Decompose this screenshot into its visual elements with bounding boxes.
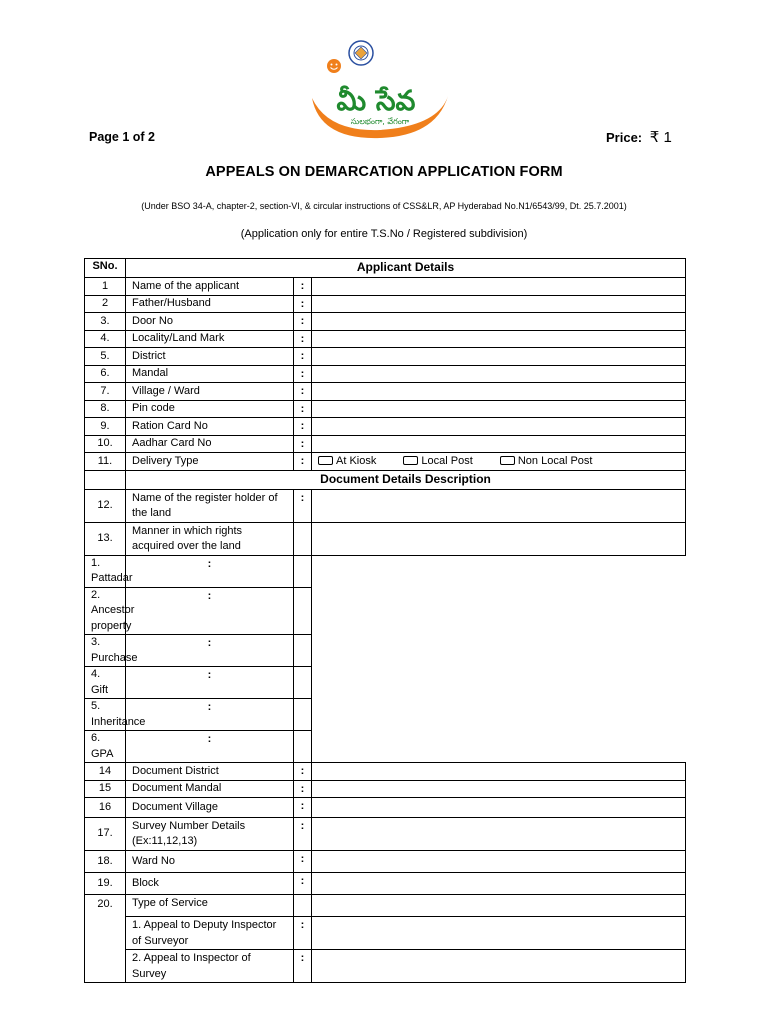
row-label: Survey Number Details (Ex:11,12,13) (126, 818, 294, 851)
page-number: Page 1 of 2 (89, 130, 155, 144)
table-header-row (85, 259, 686, 278)
colon: : (294, 780, 312, 798)
input-field[interactable] (312, 330, 686, 348)
applicant-row (85, 330, 686, 348)
form-subtitle: (Under BSO 34-A, chapter-2, section-VI, & circular instructions of CSS&LR, AP Hyderabad No.N1/6543/99, Dt. 25.7.2001) (141, 201, 627, 211)
row-label: 1. Pattadar (85, 555, 126, 587)
colon: : (126, 587, 294, 635)
service-option-row (85, 950, 686, 983)
register-holder-row (85, 489, 686, 522)
sno-header: SNo. (85, 259, 126, 278)
row-label: Name of the applicant (126, 278, 294, 296)
row-label: 1. Appeal to Deputy Inspector of Surveyor (126, 917, 294, 950)
sno-cell: 7. (85, 383, 126, 401)
sno-cell: 15 (85, 780, 126, 798)
empty-cell (312, 895, 686, 917)
input-field[interactable] (312, 798, 686, 818)
checkbox-icon[interactable] (500, 456, 515, 465)
row-label: Aadhar Card No (126, 435, 294, 453)
row-label: 3. Purchase (85, 635, 126, 667)
colon: : (126, 555, 294, 587)
form-note: (Application only for entire T.S.No / Registered subdivision) (240, 228, 528, 240)
input-field[interactable] (312, 313, 686, 331)
type-of-service-row (85, 895, 686, 917)
delivery-options (312, 453, 686, 471)
row-label: Village / Ward (126, 383, 294, 401)
colon: : (294, 453, 312, 471)
service-option-row (85, 917, 686, 950)
block-field[interactable] (312, 873, 686, 895)
form-title: APPEALS ON DEMARCATION APPLICATION FORM (205, 164, 563, 180)
row-label: Block (126, 873, 294, 895)
input-field[interactable] (312, 295, 686, 313)
price-value: ₹ 1 (649, 129, 672, 146)
colon: : (294, 418, 312, 436)
input-field[interactable] (312, 763, 686, 781)
row-label: Manner in which rights acquired over the land (126, 522, 294, 555)
colon: : (294, 313, 312, 331)
survey-number-row (85, 818, 686, 851)
row-label: Type of Service (126, 895, 294, 917)
service-option-field[interactable] (312, 950, 686, 983)
applicant-row (85, 295, 686, 313)
row-label: 2. Ancestor property (85, 587, 126, 635)
sno-cell: 10. (85, 435, 126, 453)
sno-cell: 18. (85, 851, 126, 873)
row-label: Mandal (126, 365, 294, 383)
applicant-row (85, 313, 686, 331)
delivery-type-row (85, 453, 686, 471)
sno-cell: 3. (85, 313, 126, 331)
ward-no-row (85, 851, 686, 873)
price (606, 128, 672, 146)
colon: : (126, 667, 294, 699)
applicant-row (85, 383, 686, 401)
rights-option-row (85, 635, 686, 667)
sno-cell: 16 (85, 798, 126, 818)
colon: : (126, 731, 294, 763)
sno-cell: 9. (85, 418, 126, 436)
row-label: 2. Appeal to Inspector of Survey (126, 950, 294, 983)
colon: : (294, 400, 312, 418)
input-field[interactable] (312, 348, 686, 366)
colon: : (294, 330, 312, 348)
row-label: Father/Husband (126, 295, 294, 313)
empty-cell (312, 522, 686, 555)
sno-cell: 8. (85, 400, 126, 418)
document-header-row (85, 470, 686, 489)
ward-no-field[interactable] (312, 851, 686, 873)
applicant-row (85, 400, 686, 418)
input-field[interactable] (312, 365, 686, 383)
document-details-header: Document Details Description (126, 470, 686, 489)
document-row (85, 763, 686, 781)
mee-seva-logo (300, 38, 460, 146)
input-field[interactable] (312, 278, 686, 296)
input-field[interactable] (312, 435, 686, 453)
colon: : (294, 818, 312, 851)
rights-option-row (85, 699, 686, 731)
sno-cell: 6. (85, 365, 126, 383)
colon: : (294, 763, 312, 781)
svg-text:సులభంగా, వేగంగా: సులభంగా, వేగంగా (350, 117, 410, 126)
empty-cell (85, 470, 126, 489)
applicant-row (85, 418, 686, 436)
applicant-row (85, 278, 686, 296)
document-row (85, 798, 686, 818)
sno-cell: 20. (85, 895, 126, 983)
svg-text:మీ సేవ: మీ సేవ (336, 84, 416, 117)
row-label: Ration Card No (126, 418, 294, 436)
row-label: Pin code (126, 400, 294, 418)
input-field[interactable] (294, 731, 312, 763)
input-field[interactable] (294, 635, 312, 667)
sno-cell: 5. (85, 348, 126, 366)
rights-option-row (85, 731, 686, 763)
row-label: Door No (126, 313, 294, 331)
input-field[interactable] (312, 400, 686, 418)
block-row (85, 873, 686, 895)
applicant-row (85, 365, 686, 383)
input-field[interactable] (294, 555, 312, 587)
input-field[interactable] (294, 587, 312, 635)
input-field[interactable] (312, 780, 686, 798)
row-label: 5. Inheritance (85, 699, 126, 731)
row-label: District (126, 348, 294, 366)
row-label: Document Mandal (126, 780, 294, 798)
row-label: Document District (126, 763, 294, 781)
colon: : (294, 950, 312, 983)
input-field[interactable] (312, 383, 686, 401)
empty-cell (294, 522, 312, 555)
price-label: Price: (606, 130, 643, 145)
colon: : (294, 278, 312, 296)
checkbox-icon[interactable] (403, 456, 418, 465)
applicant-details-header: Applicant Details (126, 259, 686, 278)
row-label: Delivery Type (126, 453, 294, 471)
delivery-option-kiosk[interactable]: At Kiosk (318, 454, 376, 470)
row-label: 6. GPA (85, 731, 126, 763)
colon: : (294, 851, 312, 873)
colon: : (294, 798, 312, 818)
colon: : (294, 873, 312, 895)
service-option-field[interactable] (312, 917, 686, 950)
colon: : (294, 435, 312, 453)
sno-cell: 11. (85, 453, 126, 471)
applicant-row (85, 435, 686, 453)
sno-cell: 12. (85, 489, 126, 522)
rights-option-row (85, 555, 686, 587)
row-label: 4. Gift (85, 667, 126, 699)
row-label: Document Village (126, 798, 294, 818)
row-label: Locality/Land Mark (126, 330, 294, 348)
colon: : (294, 489, 312, 522)
sno-cell: 17. (85, 818, 126, 851)
delivery-option-local-post[interactable]: Local Post (403, 454, 472, 470)
colon: : (294, 917, 312, 950)
colon: : (126, 699, 294, 731)
application-form-table (84, 258, 686, 983)
sno-cell: 1 (85, 278, 126, 296)
sno-cell: 14 (85, 763, 126, 781)
document-row (85, 780, 686, 798)
colon: : (126, 635, 294, 667)
sno-cell: 2 (85, 295, 126, 313)
sno-cell: 4. (85, 330, 126, 348)
colon: : (294, 295, 312, 313)
rights-acquired-row (85, 522, 686, 555)
survey-number-field[interactable] (312, 818, 686, 851)
rights-option-row (85, 667, 686, 699)
applicant-row (85, 348, 686, 366)
sno-cell: 13. (85, 522, 126, 555)
input-field[interactable] (294, 667, 312, 699)
checkbox-icon[interactable] (318, 456, 333, 465)
register-holder-field[interactable] (312, 489, 686, 522)
sno-cell: 19. (85, 873, 126, 895)
row-label: Ward No (126, 851, 294, 873)
rights-option-row (85, 587, 686, 635)
row-label: Name of the register holder of the land (126, 489, 294, 522)
colon: : (294, 383, 312, 401)
input-field[interactable] (294, 699, 312, 731)
input-field[interactable] (312, 418, 686, 436)
delivery-option-non-local-post[interactable]: Non Local Post (500, 454, 593, 470)
colon: : (294, 348, 312, 366)
colon: : (294, 365, 312, 383)
empty-cell (294, 895, 312, 917)
